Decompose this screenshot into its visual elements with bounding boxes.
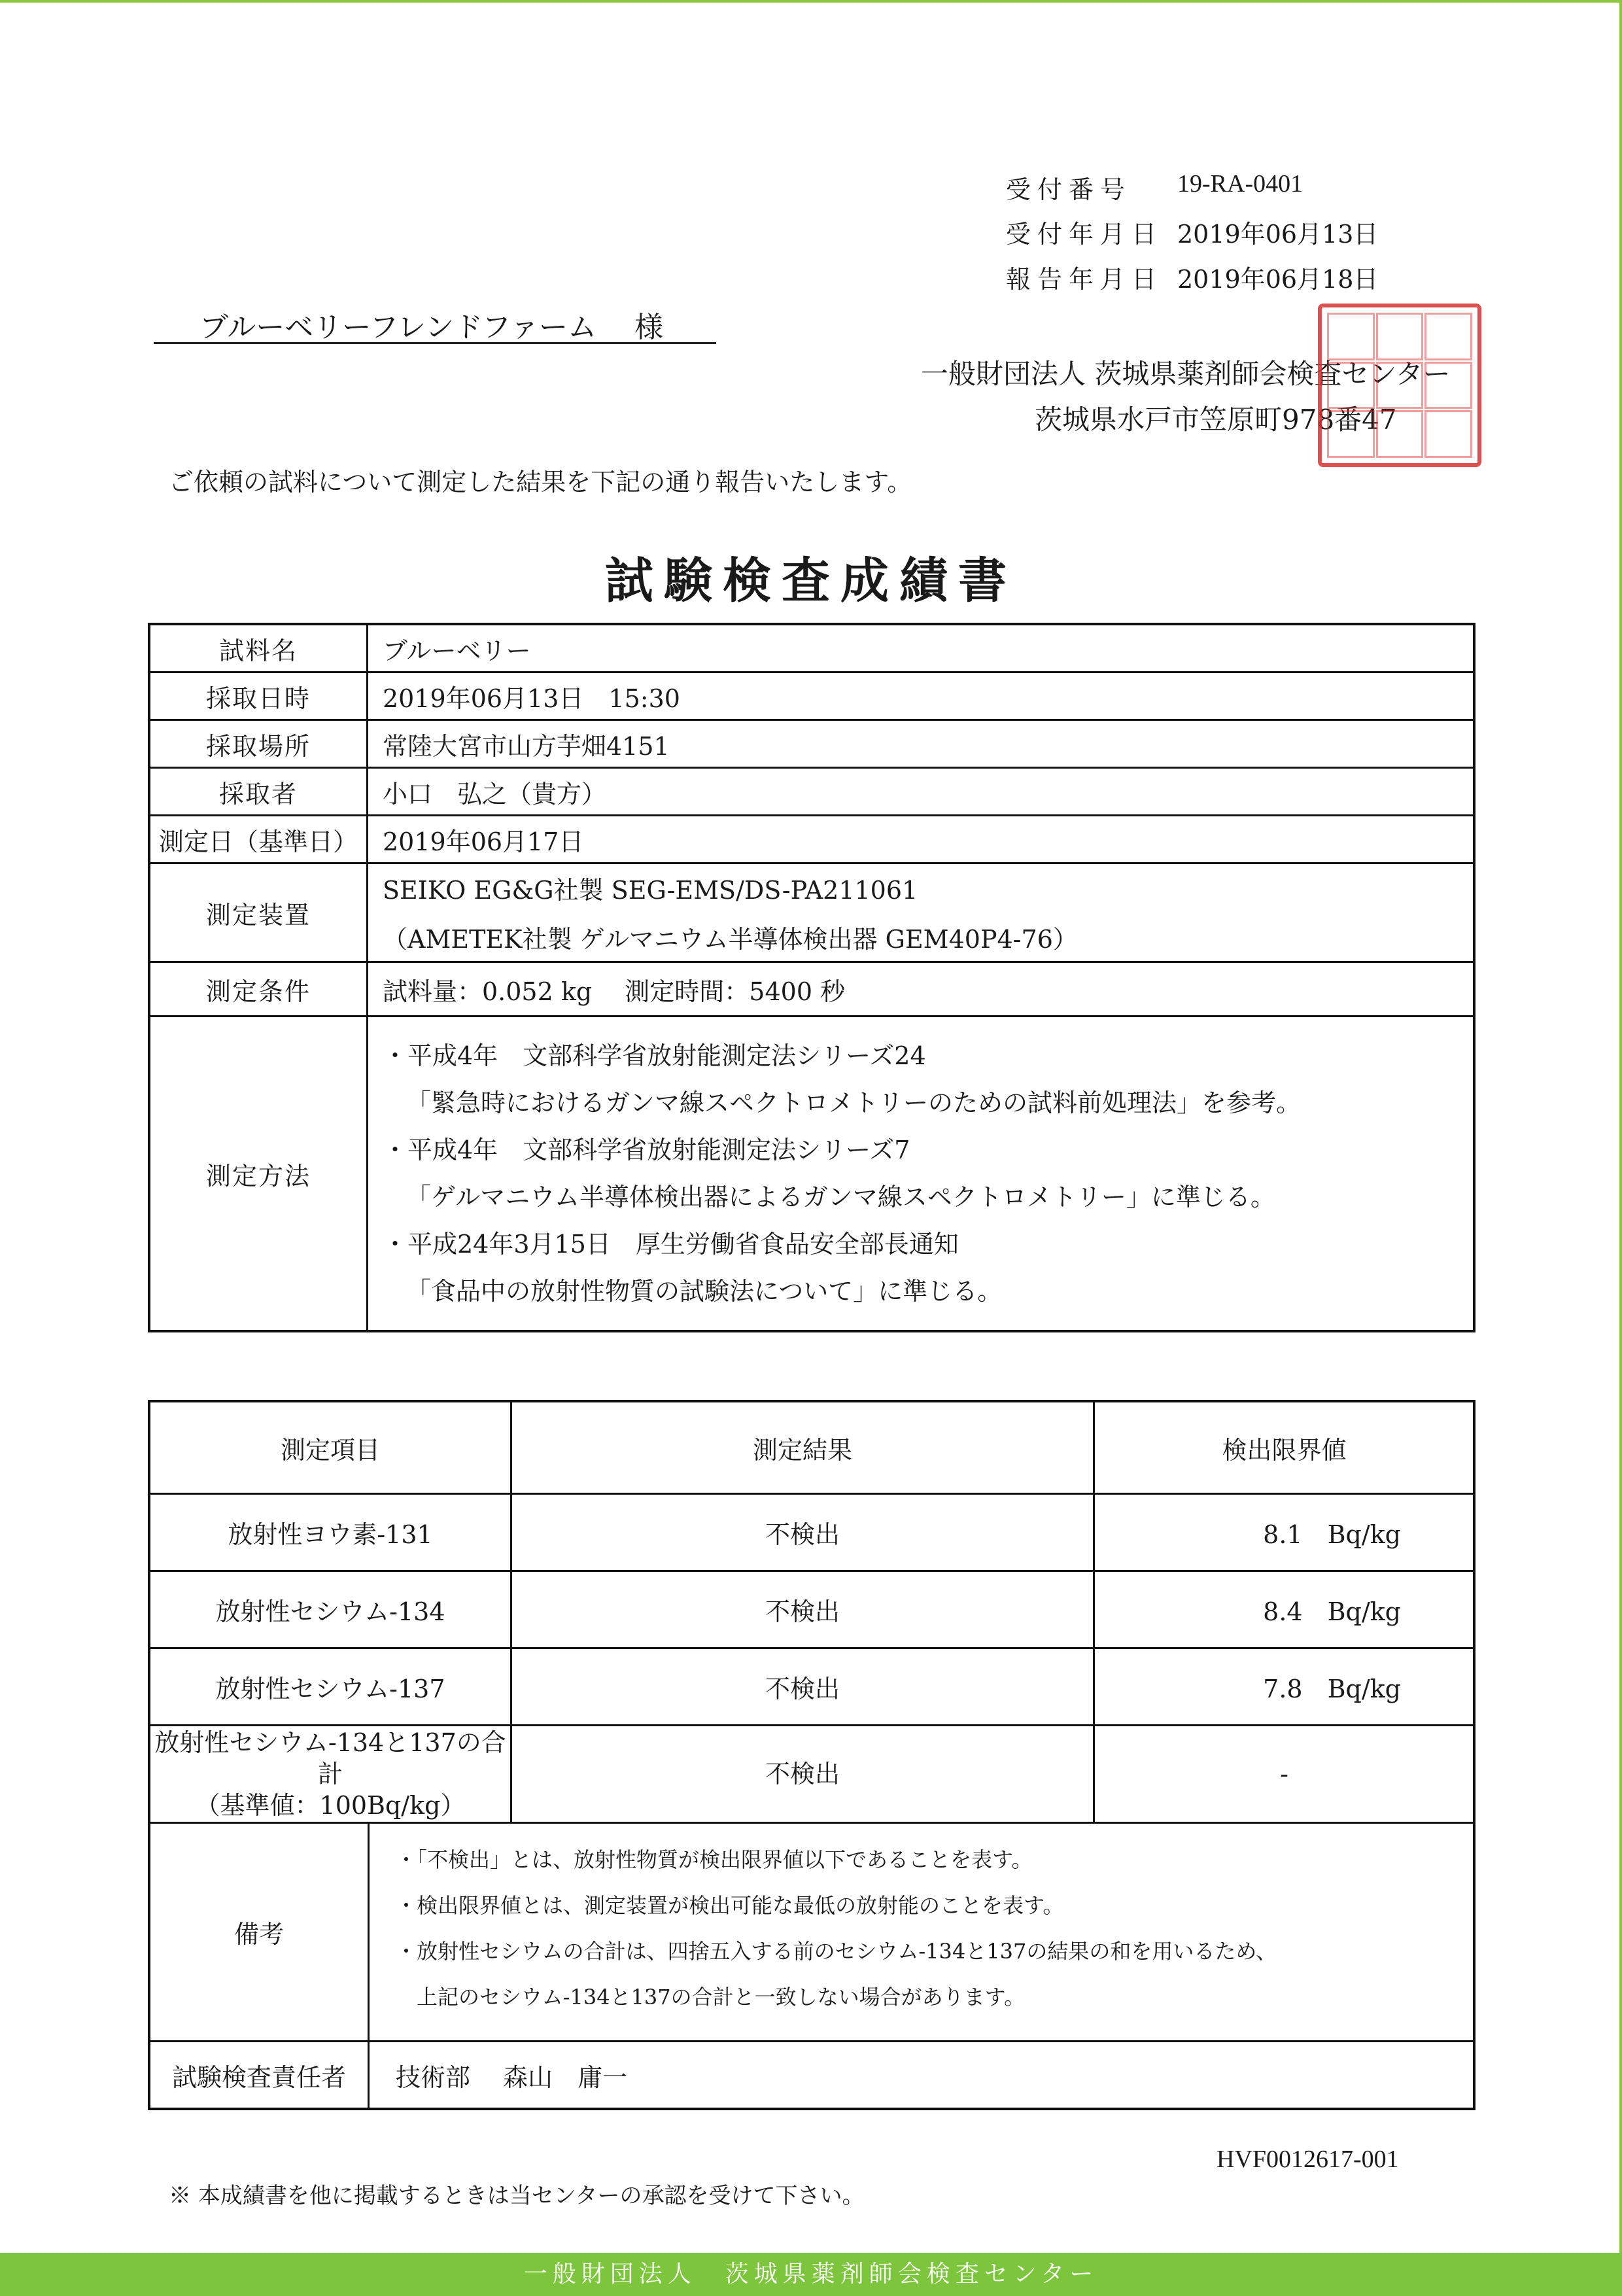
note-line: ・「不検出」とは、放射性物質が検出限界値以下であることを表す。 bbox=[396, 1847, 1033, 1872]
collection-datetime-label: 採取日時 bbox=[149, 672, 368, 720]
collection-place: 常陸大宮市山方芋畑4151 bbox=[368, 720, 1475, 768]
notes-row bbox=[149, 1823, 1474, 2042]
method-line: 「ゲルマニウム半導体検出器によるガンマ線スペクトロメトリー」に準じる。 bbox=[406, 1183, 1275, 1211]
notes-label: 備考 bbox=[149, 1823, 369, 2042]
table-row bbox=[149, 1571, 1474, 1648]
collection-datetime: 2019年06月13日 15:30 bbox=[368, 672, 1475, 720]
table-row bbox=[149, 1494, 1474, 1571]
condition-label: 測定条件 bbox=[149, 962, 368, 1017]
results-table bbox=[148, 1400, 1475, 2110]
method-list bbox=[368, 1017, 1475, 1332]
footnote: ※ 本成績書を他に掲載するときは当センターの承認を受けて下さい。 bbox=[169, 2183, 865, 2209]
table-row bbox=[149, 1648, 1474, 1726]
notes-list bbox=[369, 1823, 1475, 2042]
table-row bbox=[149, 1726, 1474, 1823]
collection-place-label: 採取場所 bbox=[149, 720, 368, 768]
table-row bbox=[149, 816, 1474, 863]
method-line: 「緊急時におけるガンマ線スペクトロメトリーのための試料前処理法」を参考。 bbox=[406, 1088, 1302, 1117]
document-code: HVF0012617-001 bbox=[1216, 2146, 1399, 2173]
sum-item-line-1: 放射性セシウム-134と137の合計 bbox=[154, 1728, 506, 1788]
col-result-header: 測定結果 bbox=[511, 1401, 1094, 1494]
note-line: ・放射性セシウムの合計は、四捨五入する前のセシウム-134と137の結果の和を用いるため、 bbox=[396, 1939, 1277, 1964]
report-date-label: 報告年月日 bbox=[1006, 265, 1164, 294]
addressee: ブルーベリーフレンドファーム 様 bbox=[154, 304, 716, 344]
sum-limit: - bbox=[1094, 1726, 1475, 1823]
collector-label: 採取者 bbox=[149, 768, 368, 816]
table-row bbox=[149, 720, 1474, 768]
device-cell bbox=[368, 863, 1475, 962]
measure-date-label: 測定日（基準日） bbox=[149, 816, 368, 863]
issuer-name: 一般財団法人 茨城県薬剤師会検査センター bbox=[921, 358, 1451, 390]
col-limit-header: 検出限界値 bbox=[1094, 1401, 1475, 1494]
method-label: 測定方法 bbox=[149, 1017, 368, 1332]
responsible-label: 試験検査責任者 bbox=[149, 2042, 369, 2110]
receipt-number: 19-RA-0401 bbox=[1177, 170, 1303, 198]
table-row bbox=[149, 624, 1474, 672]
result-value: 不検出 bbox=[511, 1494, 1094, 1571]
method-line: ・平成4年 文部科学省放射能測定法シリーズ7 bbox=[383, 1136, 910, 1164]
result-item: 放射性ヨウ素-131 bbox=[149, 1494, 511, 1571]
sum-item bbox=[149, 1726, 511, 1823]
sum-result: 不検出 bbox=[511, 1726, 1094, 1823]
device-line-2: （AMETEK社製 ゲルマニウム半導体検出器 GEM40P4-76） bbox=[383, 925, 1078, 954]
result-value: 不検出 bbox=[511, 1648, 1094, 1726]
result-limit: 8.4 Bq/kg bbox=[1094, 1571, 1475, 1648]
collector: 小口 弘之（貴方） bbox=[368, 768, 1475, 816]
device-line-1: SEIKO EG&G社製 SEG-EMS/DS-PA211061 bbox=[383, 876, 918, 905]
receipt-date: 2019年06月13日 bbox=[1177, 220, 1379, 249]
issuer-address: 茨城県水戸市笠原町978番47 bbox=[1035, 404, 1397, 436]
document-title: 試験検査成績書 bbox=[605, 553, 1017, 609]
method-line: ・平成24年3月15日 厚生労働省食品安全部長通知 bbox=[383, 1230, 959, 1259]
sample-info-table bbox=[148, 623, 1475, 1332]
method-line: ・平成4年 文部科学省放射能測定法シリーズ24 bbox=[383, 1041, 926, 1070]
condition: 試料量：0.052 kg 測定時間：5400 秒 bbox=[368, 962, 1475, 1017]
responsible-row bbox=[149, 2042, 1474, 2110]
sum-item-line-2: （基準値：100Bq/kg） bbox=[195, 1791, 466, 1820]
footer-band: 一般財団法人 茨城県薬剤師会検査センター bbox=[0, 2253, 1622, 2296]
result-item: 放射性セシウム-134 bbox=[149, 1571, 511, 1648]
result-limit: 8.1 Bq/kg bbox=[1094, 1494, 1475, 1571]
result-item: 放射性セシウム-137 bbox=[149, 1648, 511, 1726]
sample-name-label: 試料名 bbox=[149, 624, 368, 672]
results-header-row bbox=[149, 1401, 1474, 1494]
sample-name: ブルーベリー bbox=[368, 624, 1475, 672]
method-line: 「食品中の放射性物質の試験法について」に準じる。 bbox=[406, 1277, 1003, 1306]
col-item-header: 測定項目 bbox=[149, 1401, 511, 1494]
table-row bbox=[149, 863, 1474, 962]
result-limit: 7.8 Bq/kg bbox=[1094, 1648, 1475, 1726]
receipt-date-label: 受付年月日 bbox=[1006, 220, 1164, 249]
device-label: 測定装置 bbox=[149, 863, 368, 962]
official-seal bbox=[1318, 304, 1481, 467]
note-line: ・検出限界値とは、測定装置が検出可能な最低の放射能のことを表す。 bbox=[396, 1893, 1064, 1918]
result-value: 不検出 bbox=[511, 1571, 1094, 1648]
table-row bbox=[149, 768, 1474, 816]
measure-date: 2019年06月17日 bbox=[368, 816, 1475, 863]
intro-text: ご依頼の試料について測定した結果を下記の通り報告いたします。 bbox=[169, 468, 912, 496]
report-date: 2019年06月18日 bbox=[1177, 265, 1379, 294]
seal-pattern bbox=[1327, 313, 1472, 458]
table-row bbox=[149, 672, 1474, 720]
responsible-person: 技術部 森山 庸一 bbox=[369, 2042, 1475, 2110]
note-line: 上記のセシウム-134と137の合計と一致しない場合があります。 bbox=[396, 1985, 1026, 2009]
table-row bbox=[149, 1017, 1474, 1332]
receipt-number-label: 受付番号 bbox=[1006, 175, 1132, 204]
table-row bbox=[149, 962, 1474, 1017]
